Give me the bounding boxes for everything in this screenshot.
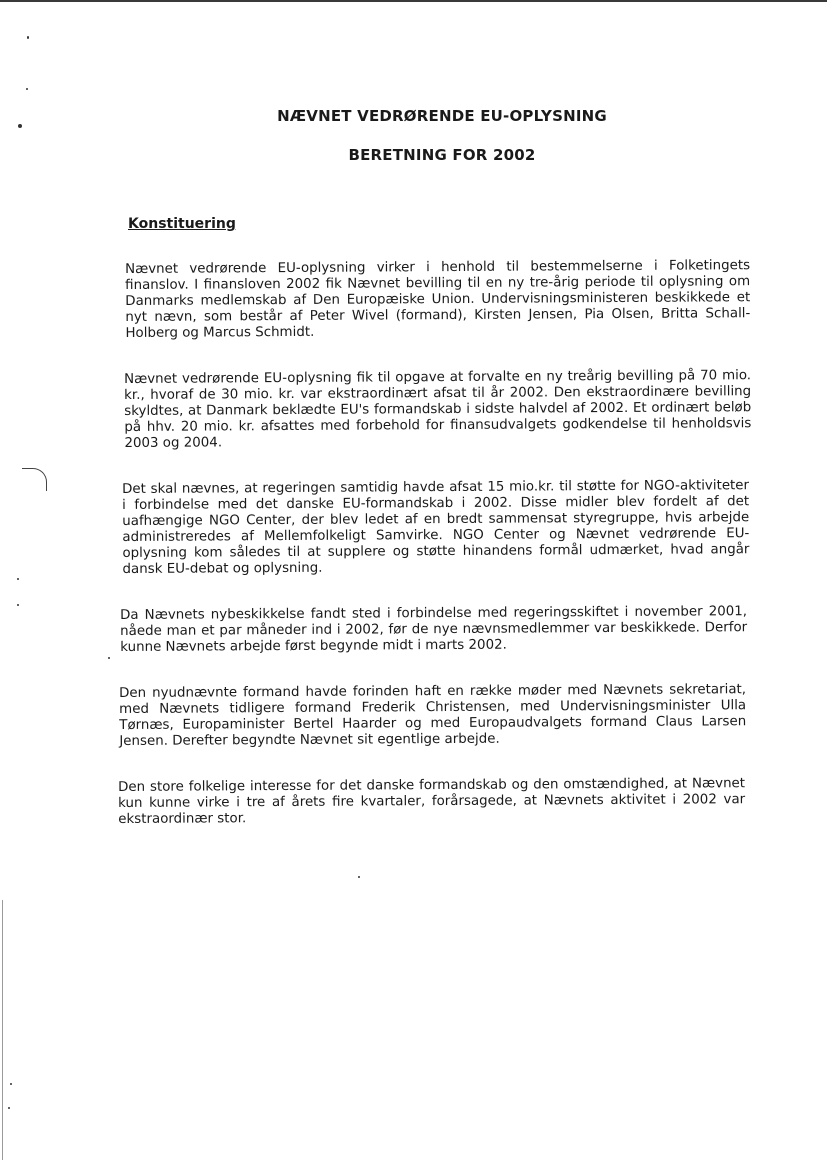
scan-speck [17, 578, 19, 580]
scan-speck [26, 88, 28, 90]
paragraph: Den nyudnævnte formand havde forinden haft en række møder med Nævnets sekretariat, med Nævnets tidligere formand Frederik Christensen, med Undervisningsminister Ulla Tørnæs, Europaminister Bertel Haarder og med Europaudvalgets formand Claus Larsen Jensen. Derefter begyndte Nævnet sit egentlige arbejde. [119, 682, 747, 749]
scan-speck [17, 604, 19, 606]
paragraph: Nævnet vedrørende EU-oplysning fik til opgave at forvalte en ny treårig bevilling på 70 mio. kr., hvoraf de 30 mio. kr. var ekstraordinært afsat til år 2002. Den ekstraordinære bevilling skyldtes, at Danmark beklædte EU's formandskab i sidste halvdel af 2002. Et ordinært beløb på hhv. 20 mio. kr. afsattes med forbehold for finansudvalgets godkendelse til henholdsvis 2003 og 2004. [124, 368, 752, 451]
scan-speck [27, 36, 29, 39]
paragraph: Den store folkelige interesse for det danske formandskab og den omstændighed, at Nævnet kun kunne virke i tre af årets fire kvartaler, forårsagede, at Nævnets aktivitet i 2002 var ekstraordinær stor. [118, 776, 746, 827]
scan-speck [358, 876, 360, 878]
section-heading: Konstituering [128, 216, 236, 232]
punch-hole-mark [22, 468, 47, 491]
paragraph: Da Nævnets nybeskikkelse fandt sted i forbindelse med regeringsskiftet i november 2001, nåede man et par måneder ind i 2002, før de nye nævnsmedlemmer var beskikkede. Derfor kunne Nævnets arbejde først begynde midt i marts 2002. [120, 604, 748, 655]
scan-speck [8, 1107, 10, 1109]
scan-speck [108, 657, 110, 659]
document-title: NÆVNET VEDRØRENDE EU-OPLYSNING [277, 107, 607, 125]
paragraph: Nævnet vedrørende EU-oplysning virker i henhold til bestemmelserne i Folketingets finanslov. I finansloven 2002 fik Nævnet bevilling til en ny tre-årig periode til oplysning om Danmarks medlemskab af Den Europæiske Union. Undervisningsministeren beskikkede et nyt nævn, som består af Peter Wivel (formand), Kirsten Jensen, Pia Olsen, Britta Schall-Holberg og Marcus Schmidt. [125, 258, 751, 341]
scan-speck [10, 1083, 12, 1085]
scan-border-top [0, 0, 827, 2]
document-subtitle: BERETNING FOR 2002 [348, 146, 536, 164]
scan-border-left [2, 900, 3, 1160]
paragraph: Det skal nævnes, at regeringen samtidig havde afsat 15 mio.kr. til støtte for NGO-aktiviteter i forbindelse med det danske EU-formandskab i 2002. Disse midler blev fordelt af det uafhængige NGO Center, der blev ledet af en bredt sammensat styregruppe, hvis arbejde administreredes af Mellemfolkeligt Samvirke. NGO Center og Nævnet vedrørende EU-oplysning kom således til at supplere og støtte hinandens formål udmærket, hvad angår dansk EU-debat og oplysning. [122, 478, 750, 577]
